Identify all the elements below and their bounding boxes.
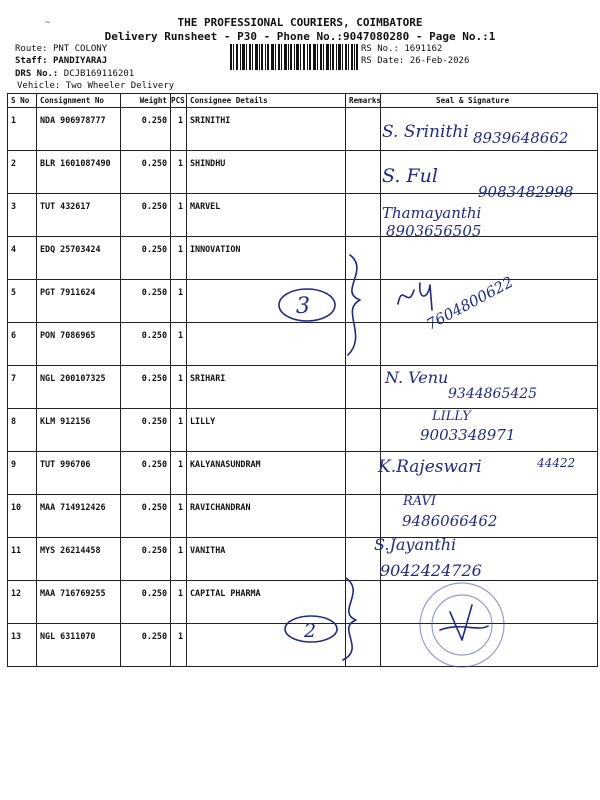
header-sno: S No xyxy=(8,94,37,108)
cell-remarks xyxy=(346,624,381,667)
cell-sno: 13 xyxy=(8,624,37,667)
phone-row2: 9083482998 xyxy=(478,183,574,201)
cell-weight: 0.250 xyxy=(121,323,171,366)
cell-pcs: 1 xyxy=(171,495,187,538)
cell-consignment: PGT 7911624 xyxy=(37,280,121,323)
cell-remarks xyxy=(346,151,381,194)
cell-remarks xyxy=(346,237,381,280)
signature-row2: S. Ful xyxy=(382,165,438,187)
cell-weight: 0.250 xyxy=(121,194,171,237)
header-remarks: Remarks xyxy=(346,94,381,108)
vehicle-line: Vehicle: Two Wheeler Delivery xyxy=(17,81,175,91)
cell-signature xyxy=(381,280,598,323)
cell-sno: 4 xyxy=(8,237,37,280)
corner-mark: ~ xyxy=(45,18,51,28)
cell-remarks xyxy=(346,108,381,151)
cell-weight: 0.250 xyxy=(121,151,171,194)
cell-sno: 3 xyxy=(8,194,37,237)
signature-row1: S. Srinithi xyxy=(382,122,469,142)
cell-consignee: MARVEL xyxy=(187,194,346,237)
company-title: THE PROFESSIONAL COURIERS, COIMBATORE xyxy=(177,16,423,29)
cell-remarks xyxy=(346,581,381,624)
signature-row7: N. Venu xyxy=(385,368,449,387)
cell-pcs: 1 xyxy=(171,151,187,194)
cell-pcs: 1 xyxy=(171,108,187,151)
phone-row1: 8939648662 xyxy=(473,129,569,147)
count-group2: 2 xyxy=(304,620,317,642)
signature-row11: S.Jayanthi xyxy=(374,535,457,554)
cell-pcs: 1 xyxy=(171,538,187,581)
cell-remarks xyxy=(346,366,381,409)
table-row xyxy=(8,581,598,624)
cell-consignee xyxy=(187,624,346,667)
cell-weight: 0.250 xyxy=(121,495,171,538)
cell-consignment: EDQ 25703424 xyxy=(37,237,121,280)
cell-weight: 0.250 xyxy=(121,538,171,581)
cell-pcs: 1 xyxy=(171,323,187,366)
cell-consignee: SRINITHI xyxy=(187,108,346,151)
table-row xyxy=(8,237,598,280)
cell-sno: 5 xyxy=(8,280,37,323)
cell-weight: 0.250 xyxy=(121,624,171,667)
cell-sno: 1 xyxy=(8,108,37,151)
runsheet-table xyxy=(7,93,598,667)
cell-sno: 10 xyxy=(8,495,37,538)
cell-signature xyxy=(381,194,598,237)
cell-pcs: 1 xyxy=(171,624,187,667)
cell-pcs: 1 xyxy=(171,452,187,495)
cell-weight: 0.250 xyxy=(121,366,171,409)
table-row xyxy=(8,108,598,151)
cell-consignment: TUT 996706 xyxy=(37,452,121,495)
cell-signature xyxy=(381,495,598,538)
table-row xyxy=(8,366,598,409)
header-pcs: PCS xyxy=(171,94,187,108)
cell-signature xyxy=(381,409,598,452)
cell-consignment: MYS 26214458 xyxy=(37,538,121,581)
cell-pcs: 1 xyxy=(171,581,187,624)
runsheet-subtitle: Delivery Runsheet - P30 - Phone No.:9047080280 - Page No.:1 xyxy=(104,30,496,43)
cell-signature xyxy=(381,108,598,151)
cell-consignee: KALYANASUNDRAM xyxy=(187,452,346,495)
cell-pcs: 1 xyxy=(171,237,187,280)
cell-sno: 9 xyxy=(8,452,37,495)
cell-consignee xyxy=(187,280,346,323)
cell-pcs: 1 xyxy=(171,409,187,452)
cell-remarks xyxy=(346,495,381,538)
cell-consignment: MAA 714912426 xyxy=(37,495,121,538)
table-row xyxy=(8,624,598,667)
table-row xyxy=(8,409,598,452)
cell-weight: 0.250 xyxy=(121,237,171,280)
cell-sno: 7 xyxy=(8,366,37,409)
cell-consignment: NDA 906978777 xyxy=(37,108,121,151)
rs-date-line: RS Date: 26-Feb-2026 xyxy=(361,56,470,66)
table-row xyxy=(8,194,598,237)
cell-consignment: BLR 1601087490 xyxy=(37,151,121,194)
cell-consignment: PON 7086965 xyxy=(37,323,121,366)
cell-consignee: RAVICHANDRAN xyxy=(187,495,346,538)
cell-sno: 11 xyxy=(8,538,37,581)
cell-consignee: SRIHARI xyxy=(187,366,346,409)
cell-consignee: INNOVATION xyxy=(187,237,346,280)
cell-pcs: 1 xyxy=(171,194,187,237)
signature-row9: K.Rajeswari xyxy=(378,457,482,477)
table-row xyxy=(8,495,598,538)
cell-consignee: CAPITAL PHARMA xyxy=(187,581,346,624)
cell-pcs: 1 xyxy=(171,280,187,323)
phone-row11: 9042424726 xyxy=(380,561,482,580)
header-consignee: Consignee Details xyxy=(187,94,346,108)
cell-consignment: NGL 6311070 xyxy=(37,624,121,667)
cell-signature xyxy=(381,538,598,581)
cell-sno: 2 xyxy=(8,151,37,194)
table-row xyxy=(8,538,598,581)
phone-row7: 9344865425 xyxy=(448,386,538,402)
cell-pcs: 1 xyxy=(171,366,187,409)
cell-remarks xyxy=(346,323,381,366)
cell-weight: 0.250 xyxy=(121,581,171,624)
phone-group1: 7604800622 xyxy=(423,272,517,334)
cell-consignment: NGL 200107325 xyxy=(37,366,121,409)
cell-consignment: MAA 716769255 xyxy=(37,581,121,624)
cell-sno: 6 xyxy=(8,323,37,366)
count-group1: 3 xyxy=(296,294,310,319)
cell-consignee: VANITHA xyxy=(187,538,346,581)
rs-no-line: RS No.: 1691162 xyxy=(361,44,443,54)
cell-consignee xyxy=(187,323,346,366)
cell-consignee: LILLY xyxy=(187,409,346,452)
barcode-image xyxy=(230,44,358,70)
route-line: Route: PNT COLONY xyxy=(15,44,108,54)
cell-weight: 0.250 xyxy=(121,280,171,323)
phone-row3: 8903656505 xyxy=(386,222,482,240)
cell-signature xyxy=(381,452,598,495)
header-signature: Seal & Signature xyxy=(381,94,598,108)
cell-weight: 0.250 xyxy=(121,108,171,151)
drs-line: DRS No.: DCJB169116201 xyxy=(15,69,135,79)
cell-weight: 0.250 xyxy=(121,452,171,495)
cell-remarks xyxy=(346,452,381,495)
header-weight: Weight xyxy=(121,94,171,108)
table-row xyxy=(8,280,598,323)
cell-remarks xyxy=(346,538,381,581)
cell-signature xyxy=(381,151,598,194)
cell-consignment: TUT 432617 xyxy=(37,194,121,237)
cell-signature xyxy=(381,624,598,667)
cell-signature xyxy=(381,366,598,409)
phone-row8: 9003348971 xyxy=(420,426,516,444)
cell-weight: 0.250 xyxy=(121,409,171,452)
table-row xyxy=(8,452,598,495)
signature-row8: LILLY xyxy=(432,409,471,424)
table-row xyxy=(8,323,598,366)
phone-row9: 44422 xyxy=(537,456,576,470)
signature-row3: Thamayanthi xyxy=(382,204,482,222)
table-header-row xyxy=(8,94,598,108)
cell-sno: 12 xyxy=(8,581,37,624)
phone-row10: 9486066462 xyxy=(402,512,498,530)
table-row xyxy=(8,151,598,194)
cell-consignment: KLM 912156 xyxy=(37,409,121,452)
cell-signature xyxy=(381,323,598,366)
staff-line: Staff: PANDIYARAJ xyxy=(15,56,108,66)
header-consignment: Consignment No xyxy=(37,94,121,108)
cell-remarks xyxy=(346,409,381,452)
cell-remarks xyxy=(346,280,381,323)
cell-signature xyxy=(381,581,598,624)
cell-consignee: SHINDHU xyxy=(187,151,346,194)
cell-signature xyxy=(381,237,598,280)
cell-sno: 8 xyxy=(8,409,37,452)
cell-remarks xyxy=(346,194,381,237)
signature-row10: RAVI xyxy=(403,494,437,509)
